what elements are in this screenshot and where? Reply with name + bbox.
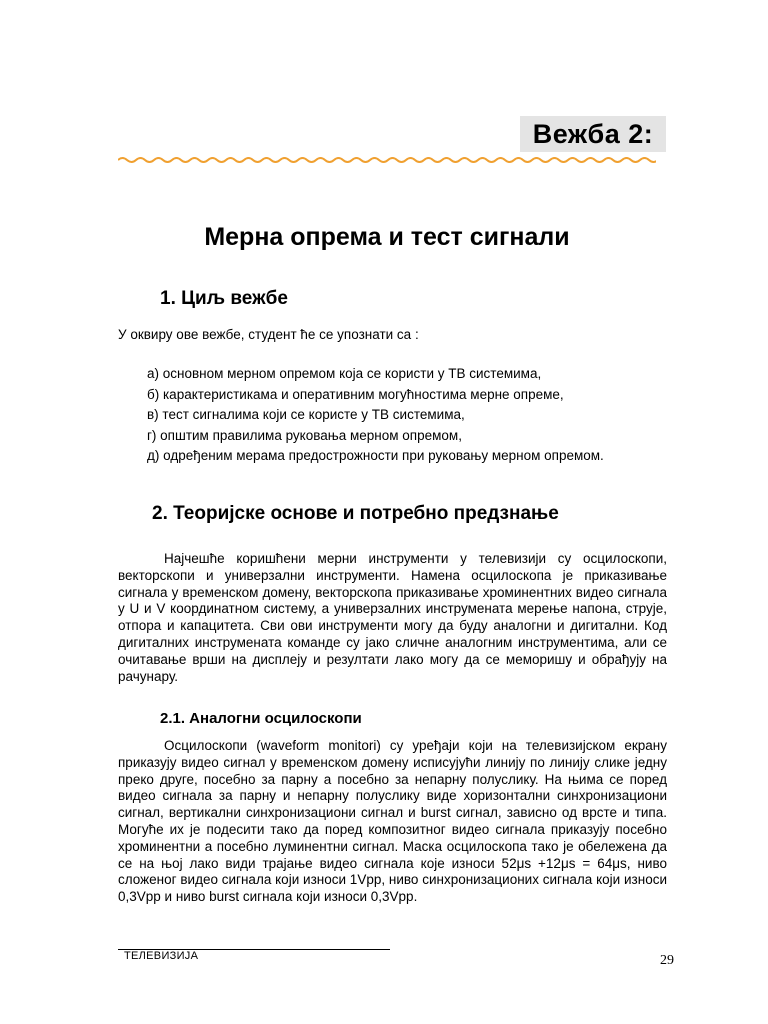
page-number: 29 (660, 953, 674, 968)
list-item: г) општим правилима руковања мерном опремом, (147, 427, 462, 443)
list-item: б) карактеристикама и оперативним могућностима мерне опреме, (147, 386, 564, 402)
goal-list (147, 364, 604, 467)
list-item: д) одређеним мерама предострожности при руковању мерном опремом. (147, 448, 604, 463)
section-2-heading: 2. Теоријске основе и потребно предзнање (152, 503, 559, 524)
exercise-label: Вежба 2: (520, 116, 666, 152)
section-1-heading: 1. Циљ вежбе (160, 288, 288, 309)
footer-label: ТЕЛЕВИЗИЈА (124, 950, 199, 962)
section-1-intro: У оквиру ове вежбе, студент ће се упознати са : (118, 327, 419, 342)
decorative-wave-divider (118, 155, 656, 165)
list-item: в) тест сигналима који се користе у ТВ системима, (147, 407, 465, 422)
list-item: а) основном мерном опремом која се користи у ТВ системима, (147, 366, 542, 381)
section-2-paragraph: Најчешће коришћени мерни инструменти у телевизији су осцилоскопи, векторскопи и универзални инструменти. Намена осцилоскопа је приказивање сигнала у временском домену, векторскопа приказивање хроминентних видео сигнала у U и V координатном систему, а универзалних инструмената мерење напона, струје, отпора и капацитета. Сви ови инструменти могу да буду аналогни и дигитални. Код дигиталних инструмената команде су јако сличне аналогним инструментима, али се очитавање врши на дисплеју и резултати лако могу да се меморишу и обрађују на рачунару. (118, 551, 667, 684)
subsection-paragraph: Осцилоскопи (waveform monitori) су уређаји који на телевизијском екрану приказују видео сигнал у временском домену исписујући линију по линију слике једну преко друге, посебно за парну а посебно за непарну полуслику. На њима се поред видео сигнала за парну и непарну полуслику виде хоризонтални синхронизациони сигнал, вертикални синхронизациони сигнал и burst сигнал, зависно од врсте и типа. Могуће их је подесити тако да поред композитног видео сигнала приказују посебно хроминентни а посебно луминентни сигнал. Маска осцилоскопа тако је обележена да се на њој лако види трајање видео сигнала које износи 52μs +12μs = 64μs, ниво сложеног видео сигнала који износи 1Vpp, ниво синхронизационих сигнала који износи 0,3Vpp и ниво burst сигнала који износи 0,3Vpp. (118, 738, 667, 905)
subsection-heading: 2.1. Аналогни осцилоскопи (160, 710, 362, 727)
page-title: Мерна опрема и тест сигнали (204, 223, 570, 251)
